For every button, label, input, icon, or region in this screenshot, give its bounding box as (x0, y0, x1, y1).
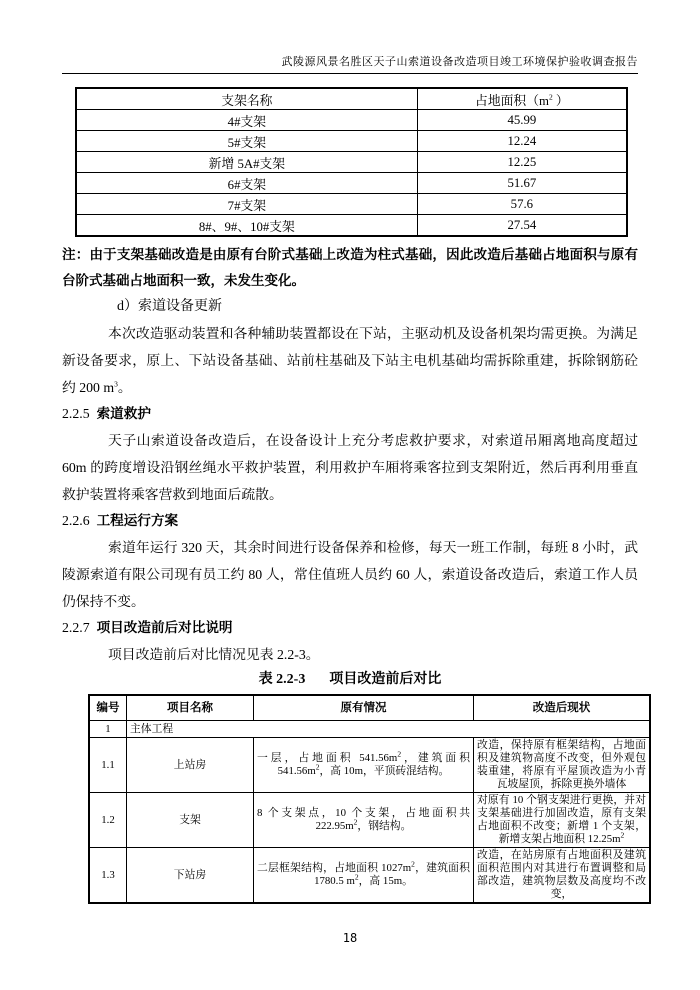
cell-group-name: 主体工程 (127, 721, 651, 738)
cell-no: 1.3 (89, 848, 127, 904)
table-caption-label: 表 2.2-3 (258, 672, 306, 687)
table-header-row (89, 695, 650, 721)
cell-project-name: 下站房 (127, 848, 254, 904)
section-title: 索道救护 (96, 406, 151, 421)
section-heading-2-2-5 (62, 401, 638, 427)
cell-support-name: 7#支架 (76, 194, 417, 215)
paragraph-equipment-update: 本次改造驱动装置和各种辅助装置都设在下站，主驱动机及设备机架均需更换。为满足新设备要求，原上、下站设备基础、站前柱基础及下站主电机基础均需拆除重建，拆除钢筋砼约 200 $m^3$。 (62, 326, 638, 395)
running-header-title: 武陵源风景名胜区天子山索道设备改造项目竣工环境保护验收调查报告 (281, 56, 638, 68)
subheading-d-equipment-update: d）索道设备更新 (117, 299, 222, 314)
paragraph-comparison-reference: 项目改造前后对比情况见表 2.2-3。 (108, 647, 320, 662)
column-header-area: 占地面积（$m^2$ ） (417, 88, 627, 110)
comparison-table (88, 694, 651, 904)
cell-before: 8 个支架点，10 个支架，占地面积共 $222.95m^2$，钢结构。 (254, 793, 474, 848)
cell-support-name: 新增 5A#支架 (76, 152, 417, 173)
section-title: 项目改造前后对比说明 (96, 620, 233, 635)
cell-support-name: 8#、9#、10#支架 (76, 215, 417, 237)
cell-area: 27.54 (417, 215, 627, 237)
table-caption-title: 项目改造前后对比 (329, 672, 442, 687)
table-footnote: 注：由于支架基础改造是由原有台阶式基础上改造为柱式基础，因此改造后基础占地面积与原有台阶式基础占地面积一致，未发生变化。 (62, 247, 638, 288)
column-header-before: 原有情况 (254, 695, 474, 721)
section-number: 2.2.5 (62, 406, 90, 421)
table-row (89, 793, 650, 848)
table-row (76, 215, 627, 237)
paragraph-operation-plan: 索道年运行 320 天，其余时间进行设备保养和检修，每天一班工作制，每班 8 小时，武陵源索道有限公司现有员工约 80 人，常住值班人员约 60 人，索道设备改造后，索道工作人员仍保持不变。 (62, 540, 638, 609)
header-rule (62, 73, 638, 74)
cell-area: 51.67 (417, 173, 627, 194)
table-header-row (76, 88, 627, 110)
section-title: 工程运行方案 (96, 513, 179, 528)
column-header-after: 改造后现状 (474, 695, 651, 721)
running-header (62, 55, 638, 74)
cell-after: 改造，在站房原有占地面积及建筑面积范围内对其进行布置调整和局部改造，建筑物层数及高度均不改变， (474, 848, 651, 904)
table-row (89, 848, 650, 904)
paragraph-rescue: 天子山索道设备改造后，在设备设计上充分考虑救护要求，对索道吊厢离地高度超过 60m 的跨度增设沿钢丝绳水平救护装置，利用救护车厢将乘客拉到支架附近，然后再利用垂直救护装置将乘客营救到地面后疏散。 (62, 433, 638, 502)
table-row (76, 131, 627, 152)
table-row (76, 152, 627, 173)
cell-after: 对原有 10 个钢支架进行更换，并对支架基础进行加固改造，原有支架占地面积不改变；新增 1 个支架，新增支架占地面积 $12.25m^2$ (474, 793, 651, 848)
cell-no: 1.2 (89, 793, 127, 848)
section-number: 2.2.7 (62, 620, 90, 635)
table-row (76, 173, 627, 194)
comparison-table-caption (62, 670, 638, 690)
column-header-project-name: 项目名称 (127, 695, 254, 721)
column-header-support-name: 支架名称 (76, 88, 417, 110)
table-row (89, 738, 650, 793)
cell-project-name: 支架 (127, 793, 254, 848)
table-row (76, 110, 627, 131)
cell-area: 57.6 (417, 194, 627, 215)
section-number: 2.2.6 (62, 513, 90, 528)
cell-no: 1.1 (89, 738, 127, 793)
cell-support-name: 5#支架 (76, 131, 417, 152)
cell-after: 改造，保持原有框架结构，占地面积及建筑物高度不改变，但外观包装重建，将原有平屋顶改造为小青瓦坡屋顶，拆除更换外墙体 (474, 738, 651, 793)
section-heading-2-2-7 (62, 615, 638, 641)
cell-before: 一层，占地面积 $541.56m^2$，建筑面积 $541.56m^2$，高 10m，平顶砖混结构。 (254, 738, 474, 793)
cell-area: 45.99 (417, 110, 627, 131)
section-heading-2-2-6 (62, 508, 638, 534)
cell-no: 1 (89, 721, 127, 738)
page-number: 18 (342, 931, 358, 945)
table-group-row (89, 721, 650, 738)
cell-support-name: 4#支架 (76, 110, 417, 131)
cell-area: 12.24 (417, 131, 627, 152)
cell-support-name: 6#支架 (76, 173, 417, 194)
cell-before: 二层框架结构，占地面积 $1027m^2$，建筑面积 1780.5 $m^2$，高 15m。 (254, 848, 474, 904)
support-area-table (75, 87, 628, 237)
cell-area: 12.25 (417, 152, 627, 173)
table-row (76, 194, 627, 215)
column-header-no: 编号 (89, 695, 127, 721)
cell-project-name: 上站房 (127, 738, 254, 793)
